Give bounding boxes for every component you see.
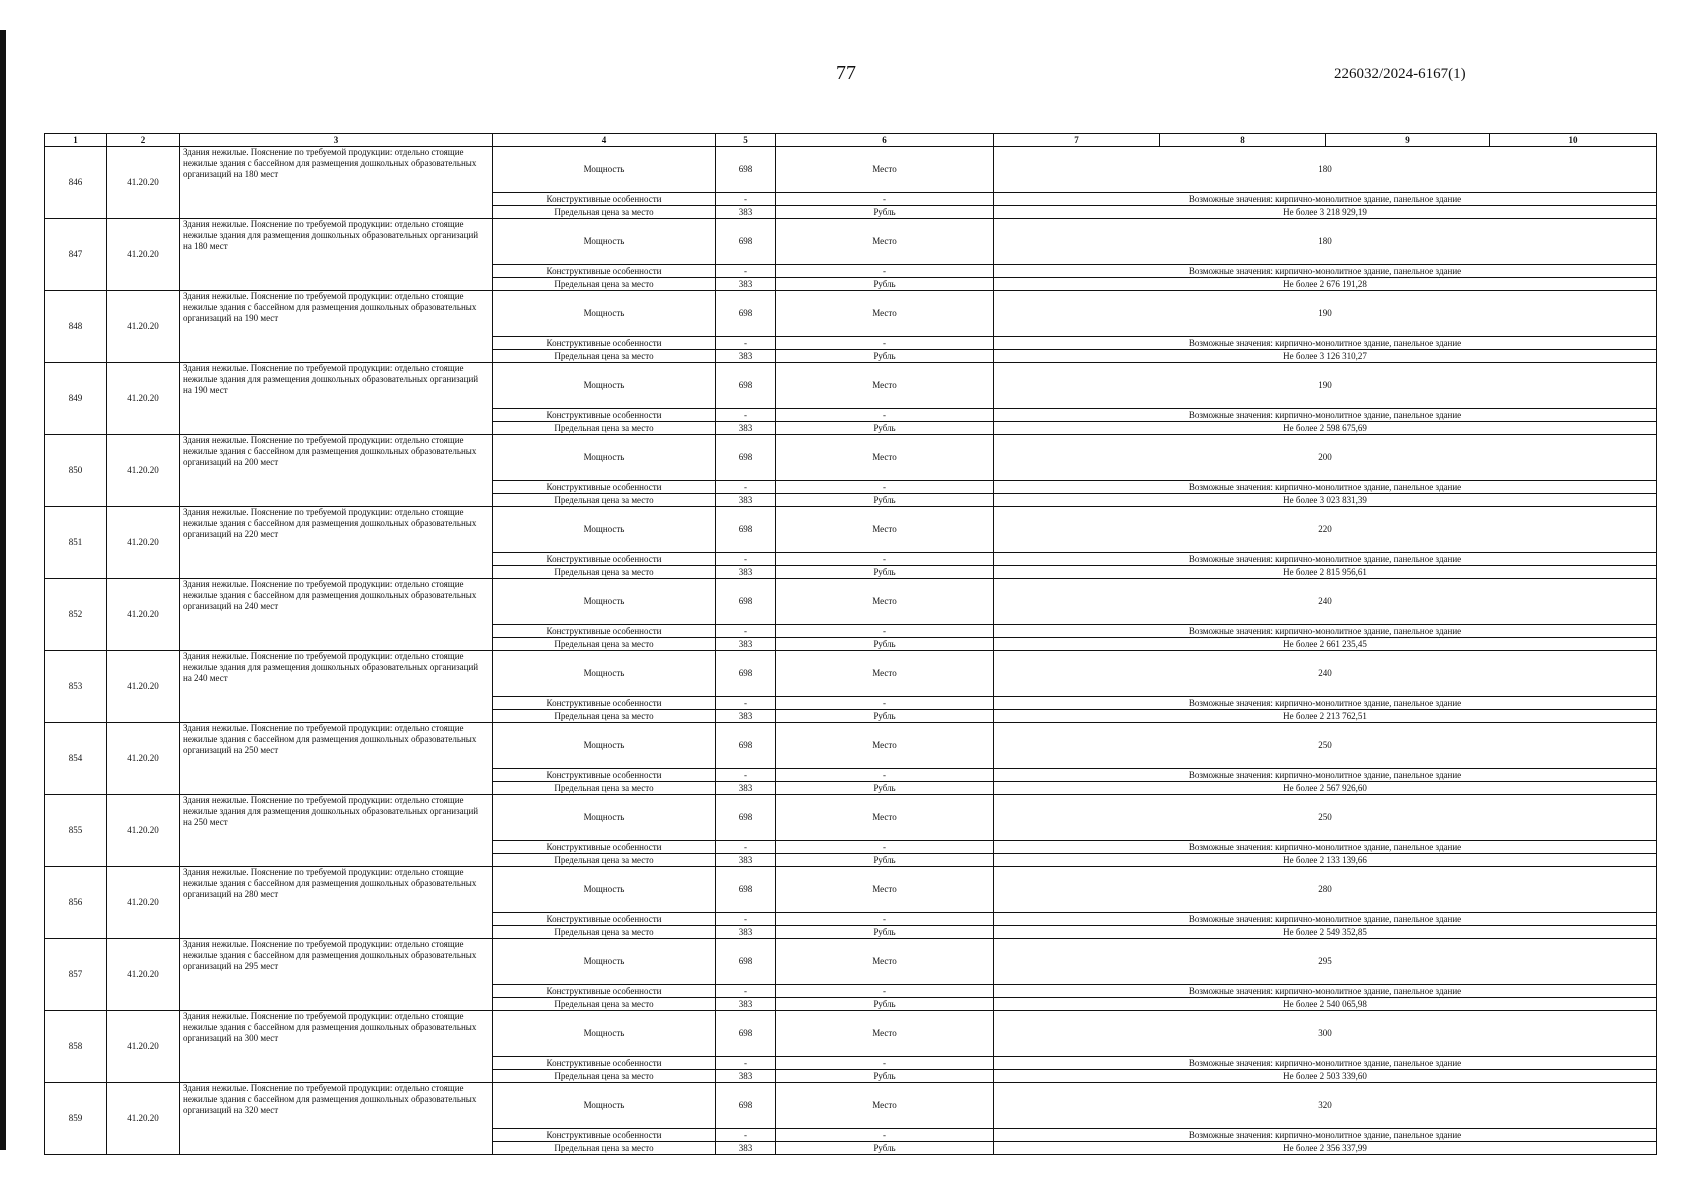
- characteristic-value: Возможные значения: кирпично-монолитное здание, панельное здание: [994, 337, 1657, 350]
- unit-name: Рубль: [776, 350, 994, 363]
- unit-name: -: [776, 697, 994, 710]
- characteristic-name: Конструктивные особенности: [493, 1129, 716, 1142]
- record-row: [45, 1083, 1657, 1129]
- characteristic-name: Мощность: [493, 147, 716, 193]
- column-header: 8: [1160, 134, 1326, 147]
- okpd-code: 41.20.20: [107, 795, 180, 867]
- unit-name: Место: [776, 651, 994, 697]
- column-header: 2: [107, 134, 180, 147]
- page-number: 77: [836, 62, 856, 84]
- characteristic-name: Мощность: [493, 579, 716, 625]
- okei-code: 698: [716, 1083, 776, 1129]
- characteristic-name: Мощность: [493, 939, 716, 985]
- characteristic-name: Предельная цена за место: [493, 926, 716, 939]
- characteristic-value: Не более 2 213 762,51: [994, 710, 1657, 723]
- characteristic-value: Не более 3 218 929,19: [994, 206, 1657, 219]
- unit-name: Место: [776, 723, 994, 769]
- column-header: 6: [776, 134, 994, 147]
- okei-code: -: [716, 1129, 776, 1142]
- row-number: 849: [45, 363, 107, 435]
- characteristic-name: Мощность: [493, 651, 716, 697]
- okei-code: -: [716, 337, 776, 350]
- characteristic-name: Предельная цена за место: [493, 998, 716, 1011]
- okei-code: 698: [716, 939, 776, 985]
- characteristic-name: Конструктивные особенности: [493, 337, 716, 350]
- characteristic-value: 320: [994, 1083, 1657, 1129]
- okei-code: 383: [716, 494, 776, 507]
- row-number: 848: [45, 291, 107, 363]
- characteristic-value: Возможные значения: кирпично-монолитное здание, панельное здание: [994, 1057, 1657, 1070]
- unit-name: Рубль: [776, 926, 994, 939]
- okpd-code: 41.20.20: [107, 435, 180, 507]
- characteristic-value: 190: [994, 363, 1657, 409]
- okpd-code: 41.20.20: [107, 147, 180, 219]
- okpd-code: 41.20.20: [107, 651, 180, 723]
- characteristic-name: Предельная цена за место: [493, 206, 716, 219]
- unit-name: Место: [776, 867, 994, 913]
- characteristic-name: Конструктивные особенности: [493, 625, 716, 638]
- unit-name: -: [776, 193, 994, 206]
- characteristic-name: Предельная цена за место: [493, 1070, 716, 1083]
- record-row: [45, 723, 1657, 769]
- row-number: 854: [45, 723, 107, 795]
- row-number: 846: [45, 147, 107, 219]
- characteristic-name: Мощность: [493, 867, 716, 913]
- unit-name: Рубль: [776, 998, 994, 1011]
- characteristic-value: Не более 2 676 191,28: [994, 278, 1657, 291]
- characteristic-value: Возможные значения: кирпично-монолитное здание, панельное здание: [994, 841, 1657, 854]
- okei-code: 383: [716, 1142, 776, 1155]
- characteristic-value: Возможные значения: кирпично-монолитное здание, панельное здание: [994, 409, 1657, 422]
- unit-name: -: [776, 985, 994, 998]
- characteristic-name: Предельная цена за место: [493, 566, 716, 579]
- characteristic-name: Мощность: [493, 291, 716, 337]
- column-header: 3: [180, 134, 493, 147]
- characteristic-value: 180: [994, 147, 1657, 193]
- okei-code: 383: [716, 566, 776, 579]
- record-row: [45, 795, 1657, 841]
- item-description: Здания нежилые. Пояснение по требуемой продукции: отдельно стоящие нежилые здания для размещения дошкольных образовательных организаций на 190 мест: [180, 363, 493, 435]
- column-header: 1: [45, 134, 107, 147]
- item-description: Здания нежилые. Пояснение по требуемой продукции: отдельно стоящие нежилые здания с бассейном для размещения дошкольных образовательных организаций на 190 мест: [180, 291, 493, 363]
- record-row: [45, 1011, 1657, 1057]
- characteristic-value: Возможные значения: кирпично-монолитное здание, панельное здание: [994, 985, 1657, 998]
- characteristic-value: 295: [994, 939, 1657, 985]
- unit-name: Место: [776, 579, 994, 625]
- okei-code: 383: [716, 422, 776, 435]
- item-description: Здания нежилые. Пояснение по требуемой продукции: отдельно стоящие нежилые здания с бассейном для размещения дошкольных образовательных организаций на 280 мест: [180, 867, 493, 939]
- okei-code: 383: [716, 1070, 776, 1083]
- unit-name: Место: [776, 507, 994, 553]
- column-header: 4: [493, 134, 716, 147]
- unit-name: Рубль: [776, 566, 994, 579]
- record-row: [45, 219, 1657, 265]
- okei-code: 383: [716, 782, 776, 795]
- okei-code: 698: [716, 651, 776, 697]
- characteristic-name: Предельная цена за место: [493, 638, 716, 651]
- okei-code: 383: [716, 926, 776, 939]
- row-number: 850: [45, 435, 107, 507]
- characteristic-name: Предельная цена за место: [493, 854, 716, 867]
- characteristic-value: Не более 2 815 956,61: [994, 566, 1657, 579]
- unit-name: Место: [776, 1083, 994, 1129]
- unit-name: Место: [776, 939, 994, 985]
- item-description: Здания нежилые. Пояснение по требуемой продукции: отдельно стоящие нежилые здания для размещения дошкольных образовательных организаций на 180 мест: [180, 219, 493, 291]
- okei-code: -: [716, 1057, 776, 1070]
- okei-code: 698: [716, 147, 776, 193]
- characteristic-name: Конструктивные особенности: [493, 769, 716, 782]
- okei-code: 698: [716, 1011, 776, 1057]
- characteristic-value: Возможные значения: кирпично-монолитное здание, панельное здание: [994, 553, 1657, 566]
- okei-code: -: [716, 193, 776, 206]
- okei-code: 698: [716, 219, 776, 265]
- item-description: Здания нежилые. Пояснение по требуемой продукции: отдельно стоящие нежилые здания с бассейном для размещения дошкольных образовательных организаций на 200 мест: [180, 435, 493, 507]
- unit-name: Место: [776, 795, 994, 841]
- unit-name: -: [776, 625, 994, 638]
- okei-code: -: [716, 985, 776, 998]
- unit-name: Рубль: [776, 710, 994, 723]
- characteristic-name: Мощность: [493, 219, 716, 265]
- row-number: 857: [45, 939, 107, 1011]
- characteristic-value: Не более 3 023 831,39: [994, 494, 1657, 507]
- item-description: Здания нежилые. Пояснение по требуемой продукции: отдельно стоящие нежилые здания с бассейном для размещения дошкольных образовательных организаций на 300 мест: [180, 1011, 493, 1083]
- item-description: Здания нежилые. Пояснение по требуемой продукции: отдельно стоящие нежилые здания с бассейном для размещения дошкольных образовательных организаций на 240 мест: [180, 579, 493, 651]
- okei-code: -: [716, 625, 776, 638]
- item-description: Здания нежилые. Пояснение по требуемой продукции: отдельно стоящие нежилые здания с бассейном для размещения дошкольных образовательных организаций на 250 мест: [180, 723, 493, 795]
- unit-name: -: [776, 337, 994, 350]
- header-row: [45, 134, 1657, 147]
- unit-name: -: [776, 409, 994, 422]
- record-row: [45, 291, 1657, 337]
- okpd-code: 41.20.20: [107, 1011, 180, 1083]
- okpd-code: 41.20.20: [107, 507, 180, 579]
- characteristic-value: Возможные значения: кирпично-монолитное здание, панельное здание: [994, 265, 1657, 278]
- okei-code: -: [716, 841, 776, 854]
- row-number: 855: [45, 795, 107, 867]
- item-description: Здания нежилые. Пояснение по требуемой продукции: отдельно стоящие нежилые здания с бассейном для размещения дошкольных образовательных организаций на 220 мест: [180, 507, 493, 579]
- characteristic-name: Конструктивные особенности: [493, 265, 716, 278]
- okei-code: -: [716, 409, 776, 422]
- unit-name: -: [776, 769, 994, 782]
- characteristic-name: Предельная цена за место: [493, 350, 716, 363]
- okei-code: 698: [716, 507, 776, 553]
- characteristic-name: Конструктивные особенности: [493, 1057, 716, 1070]
- characteristic-name: Конструктивные особенности: [493, 913, 716, 926]
- characteristic-name: Мощность: [493, 795, 716, 841]
- okei-code: 383: [716, 854, 776, 867]
- characteristic-name: Конструктивные особенности: [493, 553, 716, 566]
- unit-name: Место: [776, 219, 994, 265]
- record-row: [45, 867, 1657, 913]
- row-number: 851: [45, 507, 107, 579]
- characteristic-value: 240: [994, 579, 1657, 625]
- characteristic-name: Предельная цена за место: [493, 1142, 716, 1155]
- record-row: [45, 507, 1657, 553]
- characteristic-value: 200: [994, 435, 1657, 481]
- column-header: 7: [994, 134, 1160, 147]
- okpd-code: 41.20.20: [107, 1083, 180, 1155]
- characteristic-value: 300: [994, 1011, 1657, 1057]
- characteristic-value: Не более 2 661 235,45: [994, 638, 1657, 651]
- characteristic-value: Возможные значения: кирпично-монолитное здание, панельное здание: [994, 625, 1657, 638]
- okei-code: 383: [716, 710, 776, 723]
- characteristic-value: 240: [994, 651, 1657, 697]
- okpd-code: 41.20.20: [107, 723, 180, 795]
- okei-code: 698: [716, 435, 776, 481]
- characteristic-name: Мощность: [493, 363, 716, 409]
- okpd-code: 41.20.20: [107, 939, 180, 1011]
- characteristic-value: Не более 2 598 675,69: [994, 422, 1657, 435]
- characteristic-value: Возможные значения: кирпично-монолитное здание, панельное здание: [994, 481, 1657, 494]
- record-row: [45, 651, 1657, 697]
- item-description: Здания нежилые. Пояснение по требуемой продукции: отдельно стоящие нежилые здания для размещения дошкольных образовательных организаций на 240 мест: [180, 651, 493, 723]
- characteristic-value: Возможные значения: кирпично-монолитное здание, панельное здание: [994, 1129, 1657, 1142]
- characteristic-value: Возможные значения: кирпично-монолитное здание, панельное здание: [994, 913, 1657, 926]
- unit-name: Рубль: [776, 278, 994, 291]
- characteristic-name: Конструктивные особенности: [493, 193, 716, 206]
- characteristic-value: Не более 2 540 065,98: [994, 998, 1657, 1011]
- characteristic-value: Возможные значения: кирпично-монолитное здание, панельное здание: [994, 697, 1657, 710]
- okei-code: 383: [716, 638, 776, 651]
- characteristic-name: Предельная цена за место: [493, 422, 716, 435]
- okpd-code: 41.20.20: [107, 291, 180, 363]
- characteristic-value: 190: [994, 291, 1657, 337]
- okei-code: 698: [716, 795, 776, 841]
- unit-name: Место: [776, 363, 994, 409]
- item-description: Здания нежилые. Пояснение по требуемой продукции: отдельно стоящие нежилые здания с бассейном для размещения дошкольных образовательных организаций на 180 мест: [180, 147, 493, 219]
- okei-code: 698: [716, 867, 776, 913]
- unit-name: -: [776, 1057, 994, 1070]
- row-number: 853: [45, 651, 107, 723]
- record-row: [45, 363, 1657, 409]
- unit-name: Место: [776, 435, 994, 481]
- okei-code: 383: [716, 278, 776, 291]
- characteristic-value: Не более 2 133 139,66: [994, 854, 1657, 867]
- okei-code: -: [716, 481, 776, 494]
- okei-code: 698: [716, 579, 776, 625]
- row-number: 856: [45, 867, 107, 939]
- unit-name: Место: [776, 147, 994, 193]
- unit-name: -: [776, 841, 994, 854]
- characteristic-name: Конструктивные особенности: [493, 985, 716, 998]
- record-row: [45, 939, 1657, 985]
- unit-name: Рубль: [776, 494, 994, 507]
- item-description: Здания нежилые. Пояснение по требуемой продукции: отдельно стоящие нежилые здания с бассейном для размещения дошкольных образовательных организаций на 295 мест: [180, 939, 493, 1011]
- characteristic-name: Мощность: [493, 1083, 716, 1129]
- okei-code: 383: [716, 350, 776, 363]
- row-number: 858: [45, 1011, 107, 1083]
- unit-name: Рубль: [776, 422, 994, 435]
- row-number: 847: [45, 219, 107, 291]
- data-table: [44, 133, 1657, 1155]
- okei-code: 383: [716, 998, 776, 1011]
- characteristic-value: Возможные значения: кирпично-монолитное здание, панельное здание: [994, 193, 1657, 206]
- okpd-code: 41.20.20: [107, 867, 180, 939]
- characteristic-value: Не более 2 549 352,85: [994, 926, 1657, 939]
- okei-code: -: [716, 697, 776, 710]
- okei-code: -: [716, 553, 776, 566]
- okei-code: 698: [716, 291, 776, 337]
- okpd-code: 41.20.20: [107, 363, 180, 435]
- okpd-code: 41.20.20: [107, 219, 180, 291]
- characteristic-name: Мощность: [493, 507, 716, 553]
- characteristic-name: Конструктивные особенности: [493, 409, 716, 422]
- characteristic-name: Конструктивные особенности: [493, 481, 716, 494]
- characteristic-value: 250: [994, 723, 1657, 769]
- unit-name: -: [776, 481, 994, 494]
- characteristic-value: 180: [994, 219, 1657, 265]
- unit-name: -: [776, 265, 994, 278]
- characteristic-name: Конструктивные особенности: [493, 697, 716, 710]
- record-row: [45, 435, 1657, 481]
- unit-name: Рубль: [776, 854, 994, 867]
- characteristic-value: 250: [994, 795, 1657, 841]
- unit-name: Рубль: [776, 782, 994, 795]
- record-row: [45, 579, 1657, 625]
- okei-code: 383: [716, 206, 776, 219]
- characteristic-name: Мощность: [493, 435, 716, 481]
- unit-name: Рубль: [776, 638, 994, 651]
- unit-name: Рубль: [776, 1070, 994, 1083]
- scan-edge: [0, 30, 6, 1150]
- characteristic-value: Не более 2 356 337,99: [994, 1142, 1657, 1155]
- characteristic-name: Предельная цена за место: [493, 278, 716, 291]
- column-header: 10: [1490, 134, 1657, 147]
- unit-name: Место: [776, 291, 994, 337]
- characteristic-name: Конструктивные особенности: [493, 841, 716, 854]
- column-header: 9: [1326, 134, 1490, 147]
- characteristic-name: Мощность: [493, 1011, 716, 1057]
- okei-code: 698: [716, 363, 776, 409]
- okei-code: -: [716, 265, 776, 278]
- unit-name: Место: [776, 1011, 994, 1057]
- row-number: 852: [45, 579, 107, 651]
- record-row: [45, 147, 1657, 193]
- unit-name: -: [776, 553, 994, 566]
- okei-code: 698: [716, 723, 776, 769]
- item-description: Здания нежилые. Пояснение по требуемой продукции: отдельно стоящие нежилые здания с бассейном для размещения дошкольных образовательных организаций на 320 мест: [180, 1083, 493, 1155]
- unit-name: -: [776, 1129, 994, 1142]
- unit-name: -: [776, 913, 994, 926]
- characteristic-value: Не более 2 567 926,60: [994, 782, 1657, 795]
- characteristic-value: Не более 3 126 310,27: [994, 350, 1657, 363]
- row-number: 859: [45, 1083, 107, 1155]
- characteristic-value: 220: [994, 507, 1657, 553]
- unit-name: Рубль: [776, 1142, 994, 1155]
- characteristic-name: Предельная цена за место: [493, 782, 716, 795]
- characteristic-name: Предельная цена за место: [493, 710, 716, 723]
- okpd-code: 41.20.20: [107, 579, 180, 651]
- okei-code: -: [716, 769, 776, 782]
- unit-name: Рубль: [776, 206, 994, 219]
- characteristic-name: Мощность: [493, 723, 716, 769]
- characteristic-value: 280: [994, 867, 1657, 913]
- characteristic-name: Предельная цена за место: [493, 494, 716, 507]
- characteristic-value: Не более 2 503 339,60: [994, 1070, 1657, 1083]
- document-id: 226032/2024-6167(1): [1334, 66, 1466, 82]
- column-header: 5: [716, 134, 776, 147]
- item-description: Здания нежилые. Пояснение по требуемой продукции: отдельно стоящие нежилые здания для размещения дошкольных образовательных организаций на 250 мест: [180, 795, 493, 867]
- characteristic-value: Возможные значения: кирпично-монолитное здание, панельное здание: [994, 769, 1657, 782]
- okei-code: -: [716, 913, 776, 926]
